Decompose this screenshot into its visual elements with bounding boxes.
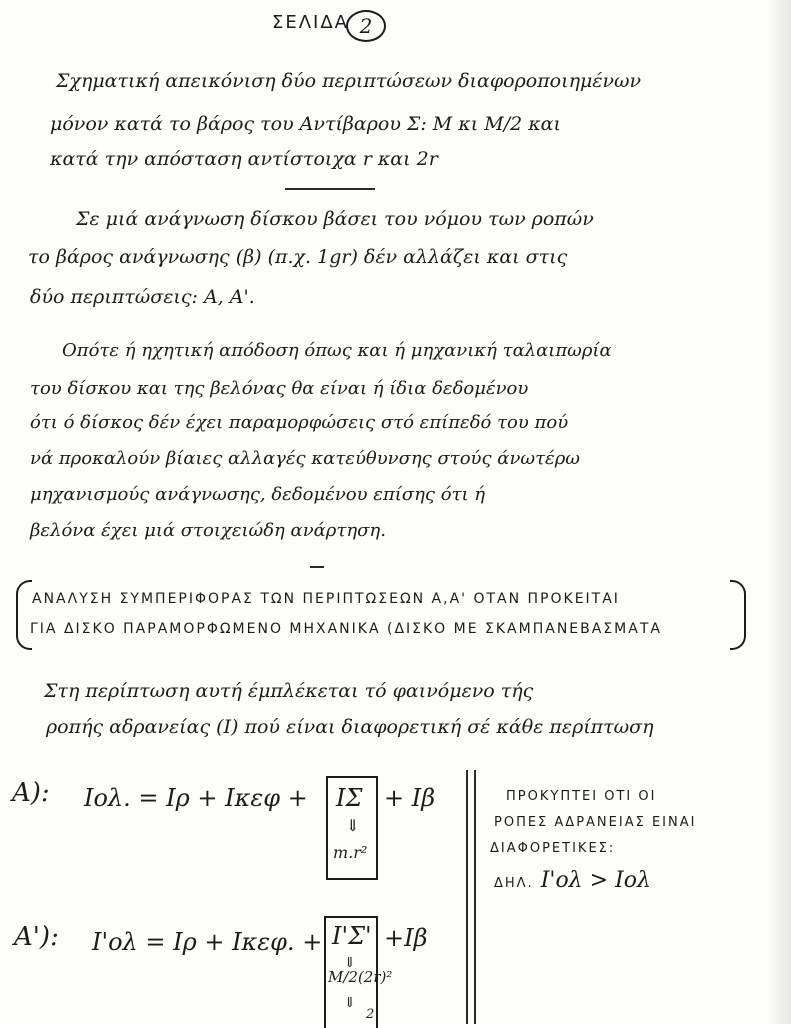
paragraph1-line-1: Σε μιά ανάγνωση δίσκου βάσει του νόμου των ροπών bbox=[76, 208, 594, 230]
side-note-line-2: ΡΟΠΕΣ ΑΔΡΑΝΕΙΑΣ ΕΙΝΑΙ bbox=[494, 815, 697, 830]
page-header: ΣΕΛΙΔΑ bbox=[272, 12, 349, 33]
side-note-line-1: ΠΡΟΚΥΠΤΕΙ ΟΤΙ ΟΙ bbox=[506, 789, 657, 804]
intro-line-3: κατά την απόσταση αντίστοιχα r και 2r bbox=[50, 148, 438, 170]
paragraph2-line-6: βελόνα έχει μιά στοιχειώδη ανάρτηση. bbox=[30, 520, 386, 541]
formula-b-rhs: +Iβ bbox=[384, 924, 428, 952]
paragraph2-line-2: του δίσκου και της βελόνας θα είναι ή ίδια δεδομένου bbox=[30, 378, 529, 399]
formula-b-lhs: I'ολ = Iρ + Iκεφ. + bbox=[92, 928, 323, 956]
formula-a-label: A): bbox=[12, 778, 50, 808]
paragraph2-line-1: Οπότε ή ηχητική απόδοση όπως και ή μηχανική ταλαιπωρία bbox=[62, 340, 612, 361]
side-note-conclusion bbox=[494, 870, 651, 892]
caption-line-1: ΑΝΑΛΥΣΗ ΣΥΜΠΕΡΙΦΟΡΑΣ ΤΩΝ ΠΕΡΙΠΤΩΣΕΩΝ A,A' ΟΤΑΝ ΠΡΟΚΕΙΤΑΙ bbox=[32, 591, 620, 607]
intro-line-1: Σχηματική απεικόνιση δύο περιπτώσεων διαφοροποιημένων bbox=[56, 70, 642, 92]
paragraph2-line-3: ότι ό δίσκος δέν έχει παραμορφώσεις στό επίπεδό του πού bbox=[30, 412, 569, 433]
section-divider bbox=[285, 188, 375, 190]
formula-a-lhs: Iολ. = Iρ + Iκεφ + bbox=[84, 784, 308, 812]
down-arrow-icon: ⇓ bbox=[346, 816, 360, 835]
formula-a-box-top: IΣ bbox=[336, 784, 363, 812]
side-note-line-3: ΔΙΑΦΟΡΕΤΙΚΕΣ: bbox=[490, 841, 616, 856]
formula-b-box-middle: M/2(2r)² bbox=[328, 968, 393, 986]
paragraph1-line-3: δύο περιπτώσεις: A, A'. bbox=[30, 286, 255, 308]
formula-b-label: A'): bbox=[14, 922, 59, 952]
formula-a-rhs: + Iβ bbox=[384, 784, 436, 812]
formula-b-box-bottom: 2 bbox=[366, 1007, 375, 1022]
intro-line-2: μόνον κατά το βάρος του Αντίβαρου Σ: M κι M/2 και bbox=[50, 113, 561, 135]
paragraph1-line-2: το βάρος ανάγνωσης (β) (π.χ. 1gr) δέν αλλάζει και στις bbox=[28, 246, 568, 268]
formula-a-box-bottom: m.r² bbox=[333, 843, 368, 862]
down-arrow-icon: ⇓ bbox=[344, 955, 356, 971]
page-edge-shadow bbox=[767, 0, 791, 1024]
formula-b-box-top: I'Σ' bbox=[332, 922, 372, 950]
side-note-inequality: I'ολ > Iολ bbox=[540, 868, 651, 893]
paragraph2-line-5: μηχανισμούς ανάγνωσης, δεδομένου επίσης ότι ή bbox=[30, 484, 486, 505]
caption-bracket-left bbox=[16, 580, 32, 650]
caption-line-2: ΓΙΑ ΔΙΣΚΟ ΠΑΡΑΜΟΡΦΩΜΕΝΟ ΜΗΧΑΝΙΚΑ (ΔΙΣΚΟ ΜΕ ΣΚΑΜΠΑΝΕΒΑΣΜΑΤΑ bbox=[30, 621, 662, 637]
small-dash bbox=[310, 566, 324, 568]
page-number-circle: 2 bbox=[346, 10, 386, 42]
side-note-prefix: ΔΗΛ. bbox=[494, 876, 534, 891]
paragraph3-line-2: ροπής αδρανείας (I) πού είναι διαφορετική σέ κάθε περίπτωση bbox=[46, 716, 654, 738]
paragraph3-line-1: Στη περίπτωση αυτή έμπλέκεται τό φαινόμενο τής bbox=[44, 680, 534, 702]
caption-bracket-right bbox=[730, 580, 746, 650]
down-arrow-icon: ⇓ bbox=[344, 995, 356, 1011]
paragraph2-line-4: νά προκαλούν βίαιες αλλαγές κατεύθυνσης στούς άνωτέρω bbox=[30, 448, 580, 469]
vertical-divider bbox=[466, 770, 476, 1024]
